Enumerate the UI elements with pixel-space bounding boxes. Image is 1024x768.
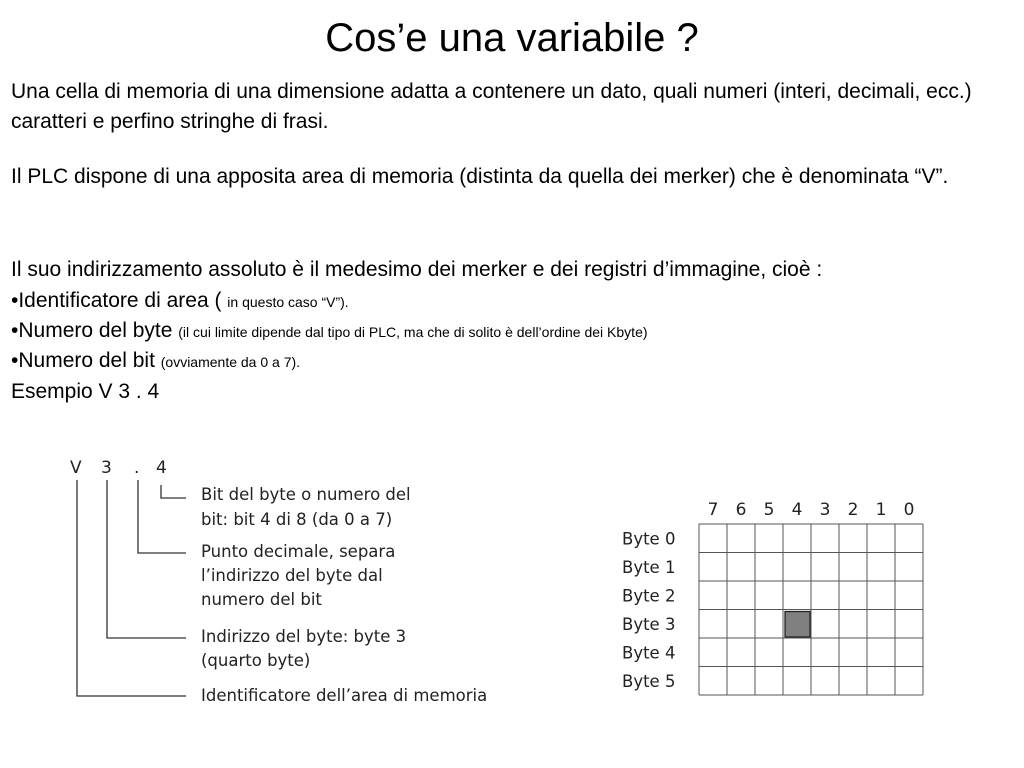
bit-header-1: 1 bbox=[875, 500, 887, 520]
bit-header-3: 3 bbox=[819, 500, 831, 520]
bit-header-4: 4 bbox=[791, 500, 803, 520]
bit-header-2: 2 bbox=[847, 500, 859, 520]
byte-label-2: Byte 2 bbox=[622, 586, 676, 606]
paragraph-definition: Una cella di memoria di una dimensione adatta a contenere un dato, quali numeri (interi, decimali, ecc.) caratteri e perfino stringhe di frasi. bbox=[11, 80, 972, 133]
bit-header-6: 6 bbox=[735, 500, 747, 520]
byte-label-5: Byte 5 bbox=[622, 671, 676, 691]
bullet-note: in questo caso “V”). bbox=[227, 294, 349, 310]
example-line: Esempio V 3 . 4 bbox=[11, 380, 160, 403]
bit-header-7: 7 bbox=[707, 500, 719, 520]
address-part-dot: . bbox=[134, 458, 140, 478]
byte-label-1: Byte 1 bbox=[622, 557, 676, 577]
bit-header-0: 0 bbox=[903, 500, 915, 520]
bullet-main-text: •Numero del byte bbox=[11, 319, 179, 342]
paragraph-v-area: Il PLC dispone di una apposita area di memoria (distinta da quella dei merker) che è denominata “V”. bbox=[11, 165, 949, 188]
bullet-note: (ovviamente da 0 a 7). bbox=[160, 354, 301, 370]
label-dot-3: numero del bit bbox=[201, 590, 322, 609]
label-byte-2: (quarto byte) bbox=[201, 651, 311, 670]
label-byte-1: Indirizzo del byte: byte 3 bbox=[201, 627, 407, 646]
slide-title: Cos’e una variabile ? bbox=[325, 16, 699, 60]
label-dot-1: Punto decimale, separa bbox=[201, 542, 396, 561]
label-bit-1: Bit del byte o numero del bbox=[201, 485, 411, 504]
address-part-area: V bbox=[70, 458, 82, 478]
bullet-main-text: •Numero del bit bbox=[11, 349, 161, 372]
byte-label-0: Byte 0 bbox=[622, 529, 676, 549]
label-bit-2: bit: bit 4 di 8 (da 0 a 7) bbox=[201, 510, 393, 529]
label-area-1: Identificatore dell’area di memoria bbox=[201, 686, 488, 705]
bullet-note: (il cui limite dipende dal tipo di PLC, ma che di solito è dell’ordine dei Kbyte) bbox=[178, 324, 648, 340]
address-part-bit: 4 bbox=[156, 458, 167, 478]
address-part-byte: 3 bbox=[101, 458, 112, 478]
paragraph-addressing: Il suo indirizzamento assoluto è il medesimo dei merker e dei registri d’immagine, cioè : bbox=[11, 258, 823, 281]
bullet-main-text: •Identificatore di area ( bbox=[11, 289, 228, 312]
highlighted-bit-cell bbox=[785, 612, 810, 638]
byte-label-4: Byte 4 bbox=[622, 643, 676, 663]
label-dot-2: l’indirizzo del byte dal bbox=[201, 566, 383, 585]
bit-header-5: 5 bbox=[763, 500, 775, 520]
byte-label-3: Byte 3 bbox=[622, 614, 676, 634]
